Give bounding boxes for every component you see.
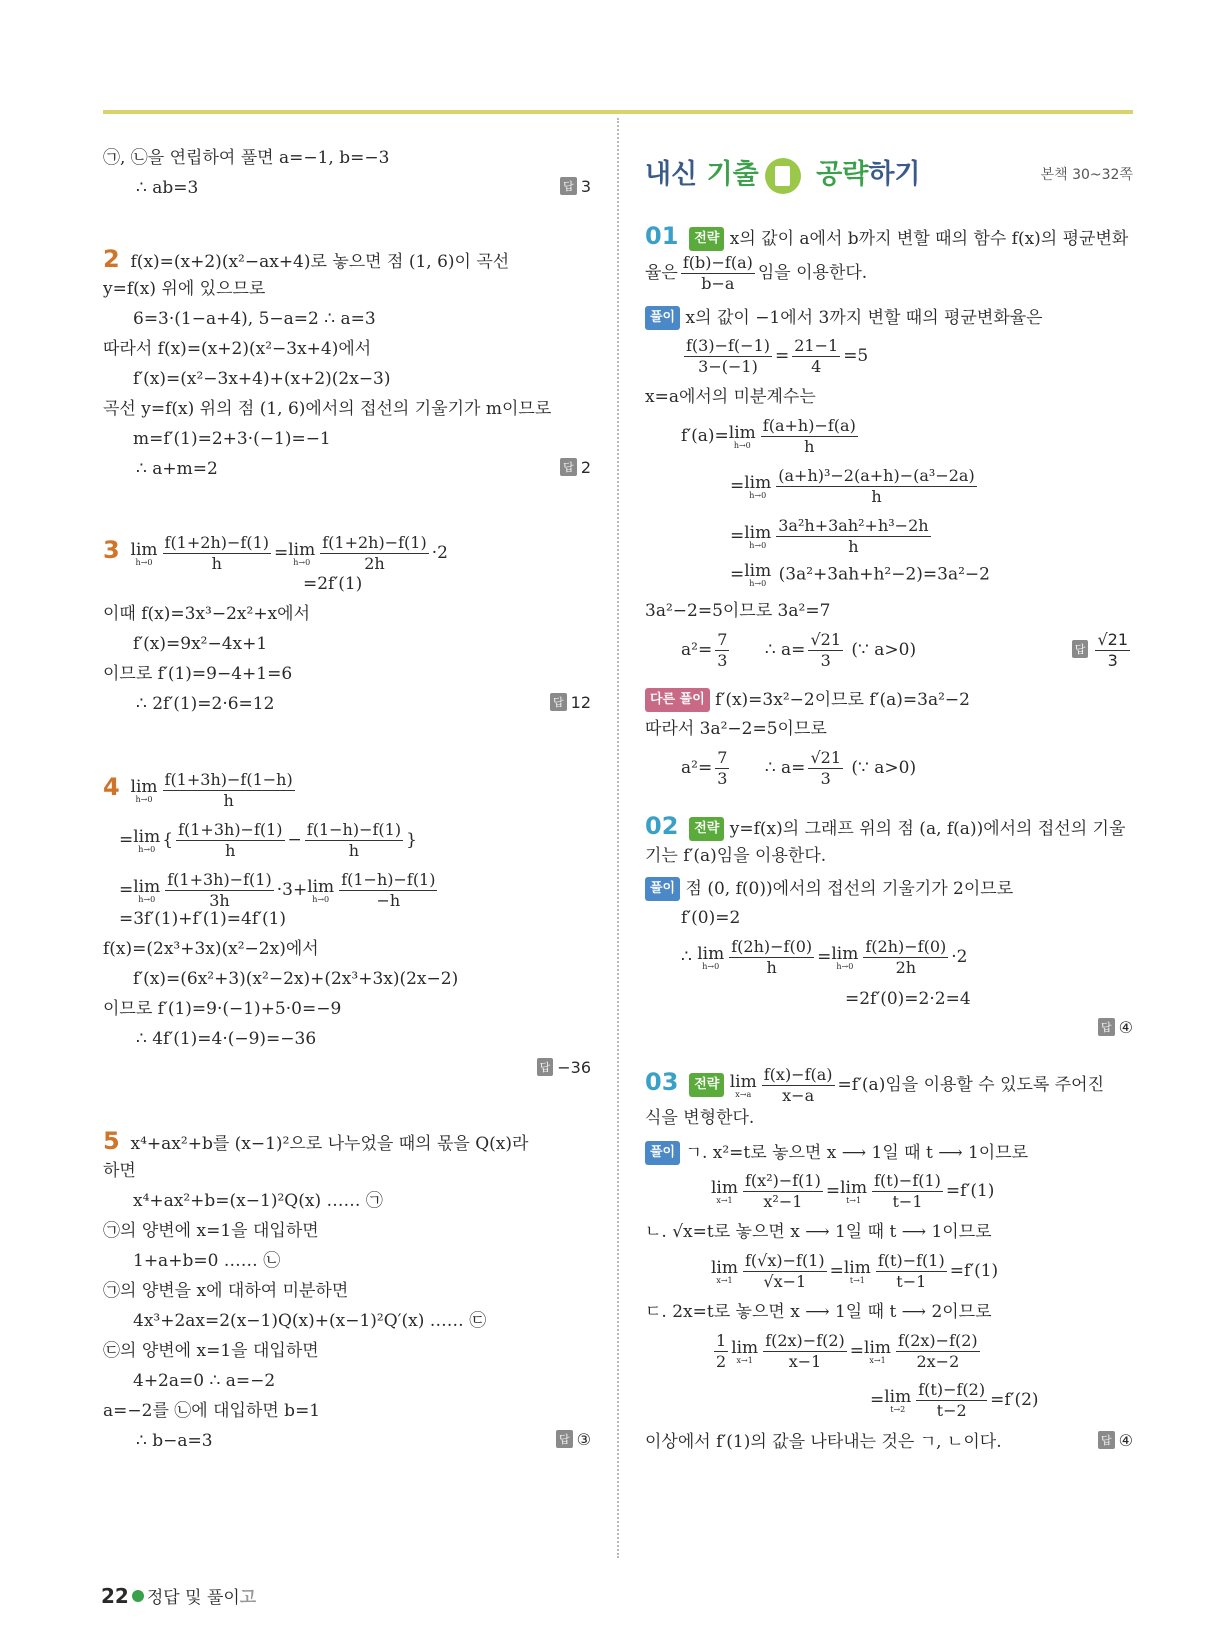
q03-case-3-lim-2: = lim t→2 $\frac{f(t)-f(2)}{t-2}$ =f′(2) xyxy=(870,1380,1039,1420)
footer-sub: 고 xyxy=(239,1588,257,1608)
q2-line-3: 6=3·(1−a+4), 5−a=2 ∴ a=3 xyxy=(133,309,376,329)
q2-line-8: ∴ a+m=2 xyxy=(136,459,218,479)
q01-alt-1: 다른 풀이 f′(x)=3x²−2이므로 f′(a)=3a²−2 xyxy=(645,688,970,712)
q5-line-3: x⁴+ax²+b=(x−1)²Q(x) …… ㉠ xyxy=(133,1191,383,1211)
q03-case-2: ㄴ. √x=t로 놓으면 x ⟶ 1일 때 t ⟶ 1이므로 xyxy=(645,1222,992,1242)
q4-line-5: f(x)=(2x³+3x)(x²−2x)에서 xyxy=(103,939,319,959)
q4-line-2: = lim h→0 { $\frac{f(1+3h)-f(1)}{h}$ − $\frac{f(1-h)-f(1)}{h}$ } xyxy=(119,820,417,860)
q3-line-6: ∴ 2f′(1)=2·6=12 xyxy=(136,694,275,714)
bullet-icon xyxy=(132,1590,144,1602)
q2-line-4: 따라서 f(x)=(x+2)(x²−3x+4)에서 xyxy=(103,339,372,359)
q01-deriv-2: = lim h→0 $\frac{\text{(a+h)³−2(a+h)−(a³−2a)}}{h}$ xyxy=(730,466,975,506)
q2-line-7: m=f′(1)=2+3·(−1)=−1 xyxy=(133,429,331,449)
q01-a-value: a²= $\frac{7}{3}$ ∴ a= $\frac{√21}{3}$ (∵ a>0) xyxy=(681,630,917,670)
q03-strategy-1: 03 전략 lim x→a $\frac{f(x)-f(a)}{x-a}$ =f′(a)임을 이용할 수 있도록 주어진 xyxy=(645,1065,1105,1105)
q01-solution-1: 풀이 x의 값이 −1에서 3까지 변할 때의 평균변화율은 xyxy=(645,306,1043,330)
q4-line-3: = lim h→0 $\frac{f(1+3h)-f(1)}{3h}$ ·3+ lim h→0 $\frac{f(1-h)-f(1)}{-h}$ xyxy=(119,870,436,910)
notebook-icon xyxy=(765,158,801,194)
q01-deriv-1: f′(a)= lim h→0 $\frac{f(a+h)-f(a)}{h}$ xyxy=(681,416,856,456)
q3-line-5: 이므로 f′(1)=9−4+1=6 xyxy=(103,664,293,684)
q02-strategy-2: 기는 f′(a)임을 이용한다. xyxy=(645,846,827,866)
top-line-2: ∴ ab=3 xyxy=(136,178,199,198)
q01-deriv-4: = lim h→0 (3a²+3ah+h²−2)=3a²−2 xyxy=(730,561,990,588)
q3-line-1: 3 lim h→0 $\frac{f(1+2h)-f(1)}{h}$ = lim h→0 $\frac{f(1+2h)-f(1)}{2h}$ ·2 xyxy=(103,533,448,573)
q03-conclusion: 이상에서 f′(1)의 값을 나타내는 것은 ㄱ, ㄴ이다. xyxy=(645,1432,1002,1452)
top-line-1: ㉠, ㉡을 연립하여 풀면 a=−1, b=−3 xyxy=(103,148,390,168)
q3-line-2: =2f′(1) xyxy=(303,574,363,594)
q5-line-8: ㉢의 양변에 x=1을 대입하면 xyxy=(103,1341,319,1361)
q02-line-2: ∴ lim h→0 $\frac{f(2h)-f(0)}{h}$ = lim h→0 $\frac{f(2h)-f(0)}{2h}$ ·2 xyxy=(681,937,968,977)
solution-badge: 풀이 xyxy=(645,877,680,901)
q01-line-a: 3a²−2=5이므로 3a²=7 xyxy=(645,601,831,621)
answer-top: 답 3 xyxy=(560,177,591,196)
page-number: 22 xyxy=(101,1584,129,1608)
strategy-badge: 전략 xyxy=(689,227,724,251)
q5-line-9: 4+2a=0 ∴ a=−2 xyxy=(133,1371,276,1391)
q5-line-5: 1+a+b=0 …… ㉡ xyxy=(133,1251,281,1271)
answer-q2: 답 2 xyxy=(560,458,591,477)
q03-case-3: ㄷ. 2x=t로 놓으면 x ⟶ 1일 때 t ⟶ 2이므로 xyxy=(645,1302,992,1322)
q01-rate: $\frac{f(3)-f(-1)}{3-(-1)}$ = $\frac{21-1}{4}$ =5 xyxy=(686,336,869,376)
q01-strategy-1: 01 전략 x의 값이 a에서 b까지 변할 때의 함수 f(x)의 평균변화 xyxy=(645,222,1129,250)
q01-solution-2: x=a에서의 미분계수는 xyxy=(645,387,816,407)
q02-line-3: =2f′(0)=2·2=4 xyxy=(845,989,971,1009)
q4-line-4: =3f′(1)+f′(1)=4f′(1) xyxy=(119,909,287,929)
q5-line-2: 하면 xyxy=(103,1161,136,1181)
alternative-badge: 다른 풀이 xyxy=(645,688,710,712)
q5-line-11: ∴ b−a=3 xyxy=(136,1431,213,1451)
answer-q01: 답 $\frac{√21}{3}$ xyxy=(1072,630,1133,671)
answer-q5: 답 ③ xyxy=(556,1430,591,1449)
q5-line-7: 4x³+2ax=2(x−1)Q(x)+(x−1)²Q′(x) …… ㉢ xyxy=(133,1311,487,1331)
answer-q4: 답 −36 xyxy=(537,1058,591,1077)
strategy-badge: 전략 xyxy=(689,817,724,841)
q2-line-1: 2 f(x)=(x+2)(x²−ax+4)로 놓으면 점 (1, 6)이 곡선 xyxy=(103,245,510,273)
q5-line-4: ㉠의 양변에 x=1을 대입하면 xyxy=(103,1221,319,1241)
solution-badge: 풀이 xyxy=(645,306,680,330)
textbook-reference: 본책 30~32쪽 xyxy=(1040,167,1133,183)
q02-solution-1: 풀이 점 (0, f(0))에서의 접선의 기울기가 2이므로 xyxy=(645,877,1013,901)
q2-line-6: 곡선 y=f(x) 위의 점 (1, 6)에서의 접선의 기울기가 m이므로 xyxy=(103,399,552,419)
q5-line-6: ㉠의 양변을 x에 대하여 미분하면 xyxy=(103,1281,349,1301)
solution-badge: 풀이 xyxy=(645,1141,680,1165)
answer-q02: 답 ④ xyxy=(1098,1018,1133,1037)
answer-q03: 답 ④ xyxy=(1098,1431,1133,1450)
q01-strategy-2: 율은 $\frac{f(b)-f(a)}{b-a}$ 임을 이용한다. xyxy=(645,253,868,293)
q4-line-7: 이므로 f′(1)=9·(−1)+5·0=−9 xyxy=(103,999,342,1019)
q2-line-2: y=f(x) 위에 있으므로 xyxy=(103,279,266,299)
q5-line-10: a=−2를 ㉡에 대입하면 b=1 xyxy=(103,1401,321,1421)
q4-line-1: 4 lim h→0 $\frac{f(1+3h)-f(1-h)}{h}$ xyxy=(103,770,293,810)
q3-line-4: f′(x)=9x²−4x+1 xyxy=(133,634,268,654)
page-footer xyxy=(101,1583,256,1608)
footer-label: 정답 및 풀이 xyxy=(146,1588,240,1608)
q03-case-2-lim: lim x→1 $\frac{f(√x)-f(1)}{√x-1}$ = lim t→1 $\frac{f(t)-f(1)}{t-1}$ =f′(1) xyxy=(711,1251,999,1291)
q01-alt-a-value: a²= $\frac{7}{3}$ ∴ a= $\frac{√21}{3}$ (∵ a>0) xyxy=(681,748,917,788)
q03-case-1-lim: lim x→1 $\frac{\text{f(x²)−f(1)}}{\text{x²−1}}$ = lim t→1 $\frac{f(t)-f(1)}{t-1}$ =f′(1) xyxy=(711,1171,995,1211)
q01-alt-2: 따라서 3a²−2=5이므로 xyxy=(645,719,827,739)
q2-line-5: f′(x)=(x²−3x+4)+(x+2)(2x−3) xyxy=(133,369,391,389)
q03-case-1: 풀이 ㄱ. x²=t로 놓으면 x ⟶ 1일 때 t ⟶ 1이므로 xyxy=(645,1141,1028,1165)
strategy-badge: 전략 xyxy=(689,1073,724,1097)
q4-line-6: f′(x)=(6x²+3)(x²−2x)+(2x³+3x)(2x−2) xyxy=(133,969,459,989)
section-title: 내신 기출 공략하기 xyxy=(645,152,921,194)
top-rule xyxy=(103,110,1133,114)
q02-line-1: f′(0)=2 xyxy=(681,908,741,928)
q5-line-1: 5 x⁴+ax²+b를 (x−1)²으로 나누었을 때의 몫을 Q(x)라 xyxy=(103,1127,529,1155)
q01-deriv-3: = lim h→0 $\frac{\text{3a²h+3ah²+h³−2h}}{h}$ xyxy=(730,516,929,556)
answer-q3: 답 12 xyxy=(550,693,591,712)
q03-strategy-2: 식을 변형한다. xyxy=(645,1108,755,1128)
column-divider xyxy=(617,118,619,1558)
q3-line-3: 이때 f(x)=3x³−2x²+x에서 xyxy=(103,604,310,624)
q02-strategy-1: 02 전략 y=f(x)의 그래프 위의 점 (a, f(a))에서의 접선의 기울 xyxy=(645,812,1126,840)
q4-line-8: ∴ 4f′(1)=4·(−9)=−36 xyxy=(136,1029,317,1049)
q03-case-3-lim: $\frac{1}{2}$ lim x→1 $\frac{f(2x)-f(2)}{x-1}$ = lim x→1 $\frac{f(2x)-f(2)}{2x-2}$ xyxy=(716,1331,978,1371)
